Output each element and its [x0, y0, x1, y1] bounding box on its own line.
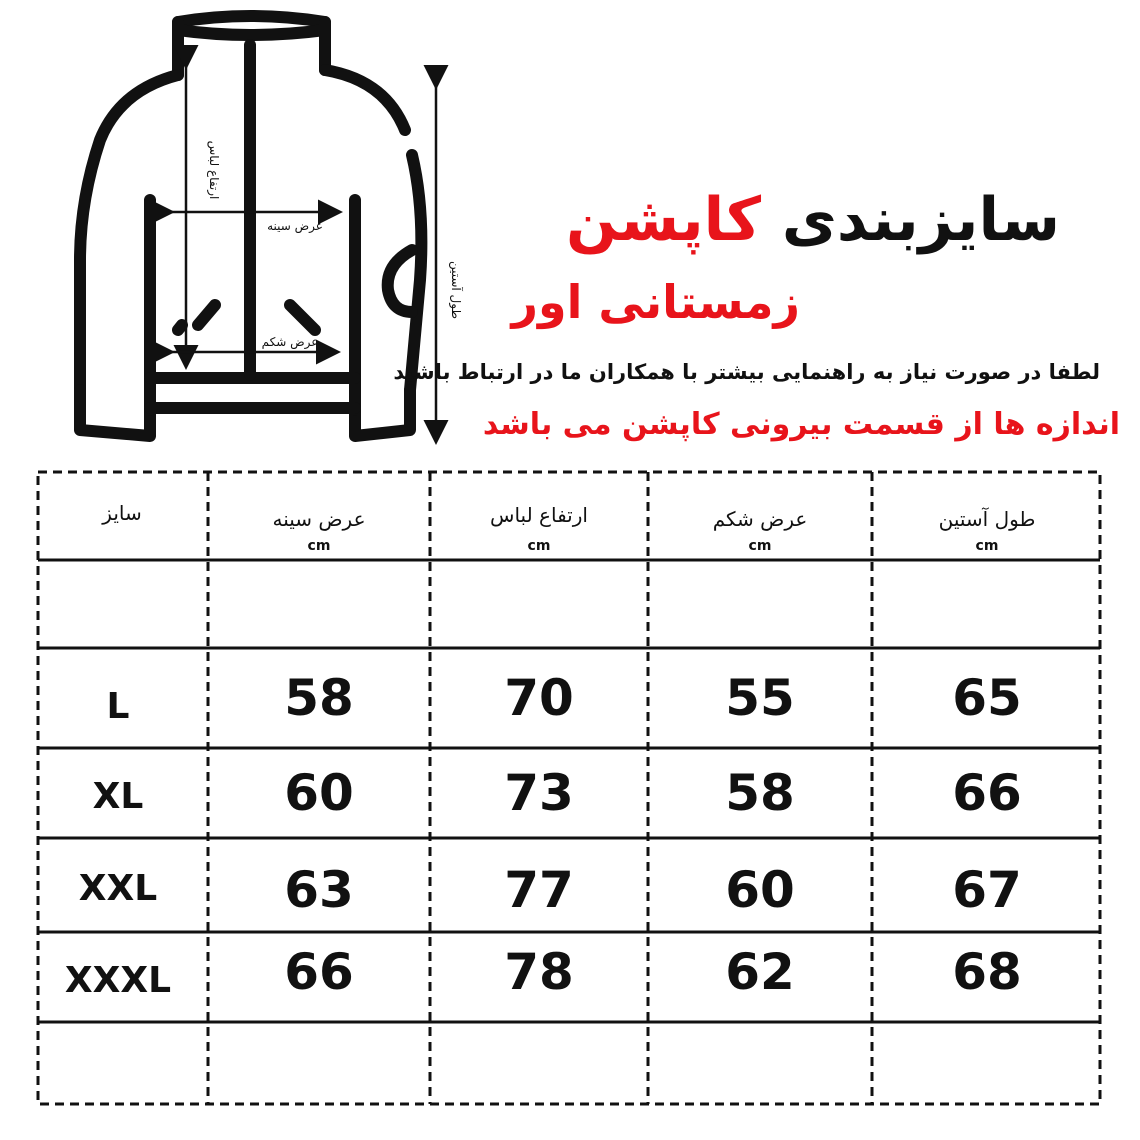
table-cell-sleeve: 68: [952, 943, 1022, 1001]
table-row-size: XXXL: [64, 959, 172, 1001]
diagram-label-waist: عرض شکم: [261, 335, 319, 349]
page-title: [560, 180, 1060, 260]
unit-waist: cm: [748, 538, 772, 554]
table-cell-sleeve: 65: [952, 669, 1022, 727]
header-size: سایز: [102, 501, 142, 525]
title-prefix: سایزبندی: [761, 185, 1060, 255]
measurement-note: اندازه ها از قسمت بیرونی کاپشن می باشد: [482, 407, 1120, 442]
contact-note: لطفا در صورت نیاز به راهنمایی بیشتر با همکاران ما در ارتباط باشید: [393, 360, 1100, 384]
table-cell-waist: 58: [725, 764, 795, 822]
header-sleeve: طول آستین: [938, 507, 1036, 531]
page-subtitle: زمستانی اور: [511, 275, 800, 329]
table-row-size: XXL: [78, 867, 158, 909]
table-cell-chest: 66: [284, 943, 354, 1001]
header-chest: عرض سینه: [272, 507, 366, 531]
jacket-diagram: [0, 0, 480, 460]
table-cell-height: 70: [504, 669, 574, 727]
title-accent: کاپشن: [566, 185, 762, 255]
table-cell-sleeve: 67: [952, 861, 1022, 919]
table-row-size: L: [106, 685, 130, 727]
diagram-label-chest: عرض سینه: [267, 219, 323, 233]
table-cell-waist: 60: [725, 861, 795, 919]
diagram-label-height: ارتفاع لباس: [207, 140, 221, 200]
table-row-size: XL: [92, 775, 144, 817]
size-table: [36, 470, 1102, 1106]
unit-sleeve: cm: [975, 538, 999, 554]
table-cell-height: 78: [504, 943, 574, 1001]
table-cell-chest: 60: [284, 764, 354, 822]
header-waist: عرض شکم: [712, 507, 808, 531]
table-cell-sleeve: 66: [952, 764, 1022, 822]
table-cell-chest: 58: [284, 669, 354, 727]
table-cell-height: 73: [504, 764, 574, 822]
table-cell-waist: 55: [725, 669, 795, 727]
unit-chest: cm: [307, 538, 331, 554]
header-height: ارتفاع لباس: [490, 503, 588, 527]
table-cell-waist: 62: [725, 943, 795, 1001]
table-cell-height: 77: [504, 861, 574, 919]
diagram-label-sleeve: طول آستین: [449, 260, 463, 320]
jacket-outline-icon: [0, 0, 480, 460]
unit-height: cm: [527, 538, 551, 554]
table-cell-chest: 63: [284, 861, 354, 919]
